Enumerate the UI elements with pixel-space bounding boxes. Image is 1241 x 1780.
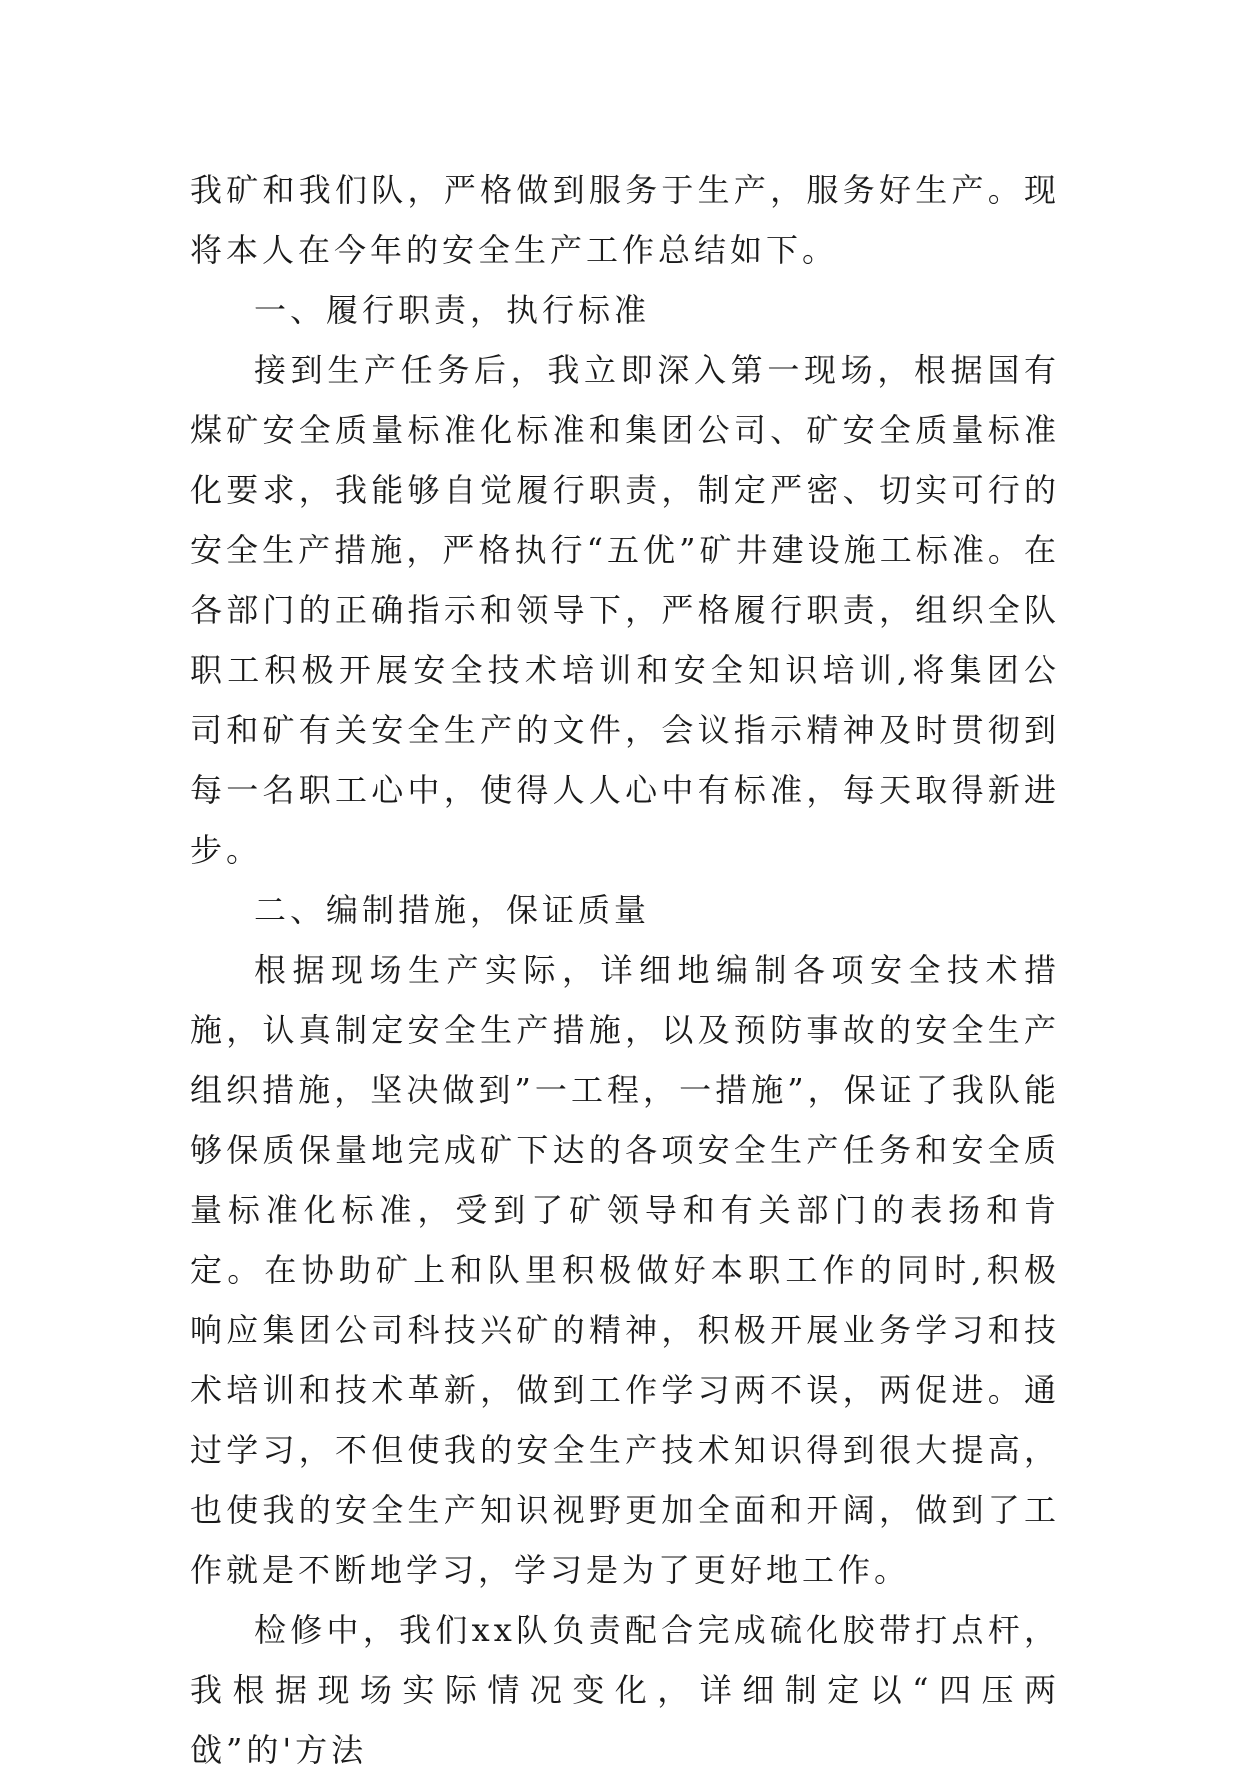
paragraph-intro-continued: 我矿和我们队，严格做到服务于生产，服务好生产。现将本人在今年的安全生产工作总结如下。 — [190, 171, 1060, 269]
section-heading-1: 一、履行职责，执行标准 — [254, 291, 651, 329]
section-heading-2: 二、编制措施，保证质量 — [254, 891, 651, 929]
paragraph-measures: 根据现场生产实际，详细地编制各项安全技术措施，认真制定安全生产措施，以及预防事故的安全生产组织措施，坚决做到”一工程，一措施”，保证了我队能够保质保量地完成矿下达的各项安全生产任务和安全质量标准化标准，受到了矿领导和有关部门的表扬和肯定。在协助矿上和队里积极做好本职工作的同时,积极响应集团公司科技兴矿的精神，积极开展业务学习和技术培训和技术革新，做到工作学习两不误，两促进。通过学习，不但使我的安全生产技术知识得到很大提高，也使我的安全生产知识视野更加全面和开阔，做到了工作就是不断地学习，学习是为了更好地工作。 — [190, 951, 1060, 1589]
paragraph-duties: 接到生产任务后，我立即深入第一现场，根据国有煤矿安全质量标准化标准和集团公司、矿安全质量标准化要求，我能够自觉履行职责，制定严密、切实可行的安全生产措施，严格执行“五优”矿井建设施工标准。在各部门的正确指示和领导下，严格履行职责，组织全队职工积极开展安全技术培训和安全知识培训,将集团公司和矿有关安全生产的文件，会议指示精神及时贯彻到每一名职工心中，使得人人心中有标准，每天取得新进步。 — [190, 351, 1060, 869]
paragraph-maintenance: 检修中，我们xx队负责配合完成硫化胶带打点杆，我根据现场实际情况变化，详细制定以“四压两戗”的'方法 — [190, 1611, 1060, 1769]
document-body — [190, 160, 1060, 1780]
